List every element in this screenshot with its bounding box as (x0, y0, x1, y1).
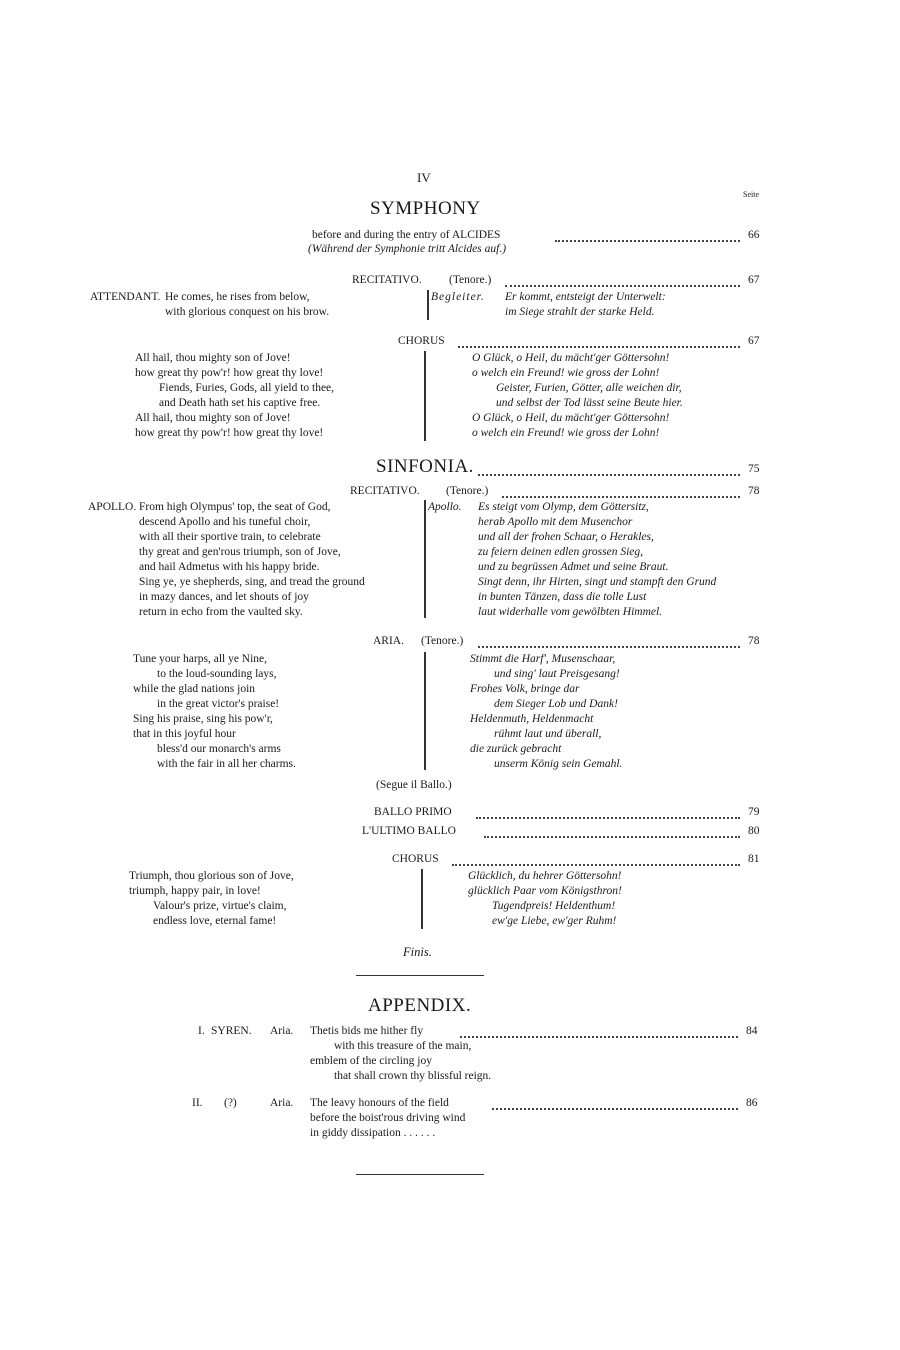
appendix-item-num: I. (198, 1025, 205, 1037)
symphony-german: (Während der Symphonie tritt Alcides auf.) (308, 243, 507, 255)
verse-line: and hail Admetus with his happy bride. (139, 561, 320, 573)
ballo-primo-label: BALLO PRIMO (374, 806, 452, 818)
chorus1-german (472, 351, 683, 441)
verse-line: before the boist'rous driving wind (310, 1112, 466, 1124)
verse-line: The leavy honours of the field (310, 1097, 449, 1109)
leader-dots (476, 805, 740, 819)
verse-line: O Glück, o Heil, du mächt'ger Göttersohn! (472, 352, 670, 364)
verse-line: Fiends, Furies, Gods, all yield to thee, (159, 382, 335, 394)
verse-line: Heldenmuth, Heldenmacht (470, 713, 594, 725)
verse-line: how great thy pow'r! how great thy love! (135, 427, 324, 439)
verse-line: All hail, thou mighty son of Jove! (135, 412, 291, 424)
verse-line: with the fair in all her charms. (157, 758, 296, 770)
recit1-voice: (Tenore.) (449, 274, 492, 286)
leader-dots (555, 228, 740, 242)
verse-line: return in echo from the vaulted sky. (139, 606, 303, 618)
leader-dots (484, 824, 740, 838)
appendix-item-role: (?) (224, 1097, 237, 1109)
verse-line: und selbst der Tod lässt seine Beute hier. (496, 397, 683, 409)
verse-line: die zurück gebracht (470, 743, 562, 755)
verse-line: He comes, he rises from below, (165, 291, 310, 303)
verse-line: triumph, happy pair, in love! (129, 885, 261, 897)
verse-line: thy great and gen'rous triumph, son of Jove, (139, 546, 341, 558)
verse-line: unserm König sein Gemahl. (494, 758, 623, 770)
appendix-item-type: Aria. (270, 1097, 294, 1109)
leader-dots (458, 334, 740, 348)
verse-line: glücklich Paar vom Königsthron! (468, 885, 622, 897)
column-divider (424, 652, 426, 770)
leader-dots (460, 1024, 738, 1038)
verse-line: Es steigt vom Olymp, dem Göttersitz, (478, 501, 649, 513)
verse-line: Sing ye, ye shepherds, sing, and tread the ground (139, 576, 365, 588)
verse-line: ew'ge Liebe, ew'ger Ruhm! (492, 915, 617, 927)
column-divider (424, 351, 426, 441)
sinfonia-page: 75 (748, 463, 760, 475)
verse-line: with all their sportive train, to celebrate (139, 531, 321, 543)
appendix-title: APPENDIX. (368, 995, 472, 1016)
verse-line: Valour's prize, virtue's claim, (153, 900, 287, 912)
chorus2-label: CHORUS (392, 853, 439, 865)
chorus1-label: CHORUS (398, 335, 445, 347)
speaker-attendant: ATTENDANT. (90, 291, 161, 303)
verse-line: und all der frohen Schaar, o Herakles, (478, 531, 654, 543)
verse-line: descend Apollo and his tuneful choir, (139, 516, 311, 528)
aria-german (470, 652, 622, 772)
appendix-item-page: 84 (746, 1025, 758, 1037)
recit1-label: RECITATIVO. (352, 274, 422, 286)
verse-line: with glorious conquest on his brow. (165, 306, 330, 318)
verse-line: Singt denn, ihr Hirten, singt und stampft den Grund (478, 576, 717, 588)
appendix-item-role: SYREN. (211, 1025, 252, 1037)
verse-line: Stimmt die Harf', Musenschaar, (470, 653, 616, 665)
segue-note: (Segue il Ballo.) (376, 779, 452, 791)
verse-line: in giddy dissipation . . . . . . (310, 1127, 436, 1139)
ultimo-ballo-label: L'ULTIMO BALLO (362, 825, 456, 837)
verse-line: From high Olympus' top, the seat of God, (139, 501, 331, 513)
symphony-line: before and during the entry of ALCIDES (312, 229, 501, 241)
recit1-english (165, 290, 329, 320)
recit1-german (505, 290, 666, 320)
verse-line: bless'd our monarch's arms (157, 743, 281, 755)
ultimo-ballo-page: 80 (748, 825, 760, 837)
aria-label: ARIA. (373, 635, 404, 647)
section-rule (356, 975, 484, 976)
verse-line: laut widerhalle vom gewölbten Himmel. (478, 606, 663, 618)
appendix-item-type: Aria. (270, 1025, 294, 1037)
verse-line: to the loud-sounding lays, (157, 668, 277, 680)
aria-voice: (Tenore.) (421, 635, 464, 647)
verse-line: Triumph, thou glorious son of Jove, (129, 870, 294, 882)
chorus2-page: 81 (748, 853, 760, 865)
recit2-voice: (Tenore.) (446, 485, 489, 497)
leader-dots (502, 484, 740, 498)
verse-line: how great thy pow'r! how great thy love! (135, 367, 324, 379)
aria-english (133, 652, 296, 772)
verse-line: in bunten Tänzen, dass die tolle Lust (478, 591, 647, 603)
leader-dots (452, 852, 740, 866)
leader-dots (492, 1096, 738, 1110)
verse-line: Sing his praise, sing his pow'r, (133, 713, 273, 725)
symphony-page: 66 (748, 229, 760, 241)
verse-line: und sing' laut Preisgesang! (494, 668, 620, 680)
column-divider (424, 500, 426, 618)
verse-line: Frohes Volk, bringe dar (470, 683, 580, 695)
verse-line: o welch ein Freund! wie gross der Lohn! (472, 367, 660, 379)
chorus2-german (468, 869, 622, 929)
verse-line: Tune your harps, all ye Nine, (133, 653, 268, 665)
verse-line: Tugendpreis! Heldenthum! (492, 900, 616, 912)
symphony-title: SYMPHONY (370, 198, 481, 219)
recit2-label: RECITATIVO. (350, 485, 420, 497)
speaker-begleiter: Begleiter. (431, 291, 485, 303)
verse-line: endless love, eternal fame! (153, 915, 277, 927)
chorus1-page: 67 (748, 335, 760, 347)
chorus1-english (135, 351, 334, 441)
verse-line: All hail, thou mighty son of Jove! (135, 352, 291, 364)
verse-line: o welch ein Freund! wie gross der Lohn! (472, 427, 660, 439)
finis: Finis. (403, 945, 432, 959)
appendix-item-num: II. (192, 1097, 203, 1109)
appendix-item-page: 86 (746, 1097, 758, 1109)
recit2-page: 78 (748, 485, 760, 497)
verse-line: emblem of the circling joy (310, 1055, 432, 1067)
verse-line: with this treasure of the main, (334, 1040, 472, 1052)
verse-line: dem Sieger Lob und Dank! (494, 698, 618, 710)
verse-line: Thetis bids me hither fly (310, 1025, 424, 1037)
recit2-english (139, 500, 365, 620)
verse-line: herab Apollo mit dem Musenchor (478, 516, 633, 528)
verse-line: Glücklich, du hehrer Göttersohn! (468, 870, 622, 882)
verse-line: that shall crown thy blissful reign. (334, 1070, 492, 1082)
verse-line: in mazy dances, and let shouts of joy (139, 591, 309, 603)
seite-label: Seite (743, 190, 759, 199)
verse-line: und zu begrüssen Admet und seine Braut. (478, 561, 669, 573)
verse-line: rühmt laut und überall, (494, 728, 602, 740)
verse-line: and Death hath set his captive free. (159, 397, 321, 409)
verse-line: while the glad nations join (133, 683, 256, 695)
appendix-item-lines (310, 1096, 465, 1141)
verse-line: Er kommt, entsteigt der Unterwelt: (505, 291, 666, 303)
section-rule (356, 1174, 484, 1175)
chorus2-english (129, 869, 294, 929)
recit1-page: 67 (748, 274, 760, 286)
page-numeral: IV (417, 170, 431, 185)
aria-page: 78 (748, 635, 760, 647)
verse-line: im Siege strahlt der starke Held. (505, 306, 655, 318)
recit2-german (478, 500, 716, 620)
leader-dots (478, 462, 740, 476)
verse-line: in the great victor's praise! (157, 698, 280, 710)
verse-line: that in this joyful hour (133, 728, 236, 740)
speaker-apollo: APOLLO. (88, 501, 137, 513)
verse-line: O Glück, o Heil, du mächt'ger Göttersohn! (472, 412, 670, 424)
column-divider (427, 290, 429, 320)
speaker-apollo-de: Apollo. (428, 501, 462, 513)
sinfonia-title: SINFONIA. (376, 456, 474, 477)
verse-line: Geister, Furien, Götter, alle weichen dir, (496, 382, 682, 394)
ballo-primo-page: 79 (748, 806, 760, 818)
column-divider (421, 869, 423, 929)
leader-dots (505, 273, 740, 287)
leader-dots (478, 634, 740, 648)
verse-line: zu feiern deinen edlen grossen Sieg, (478, 546, 644, 558)
